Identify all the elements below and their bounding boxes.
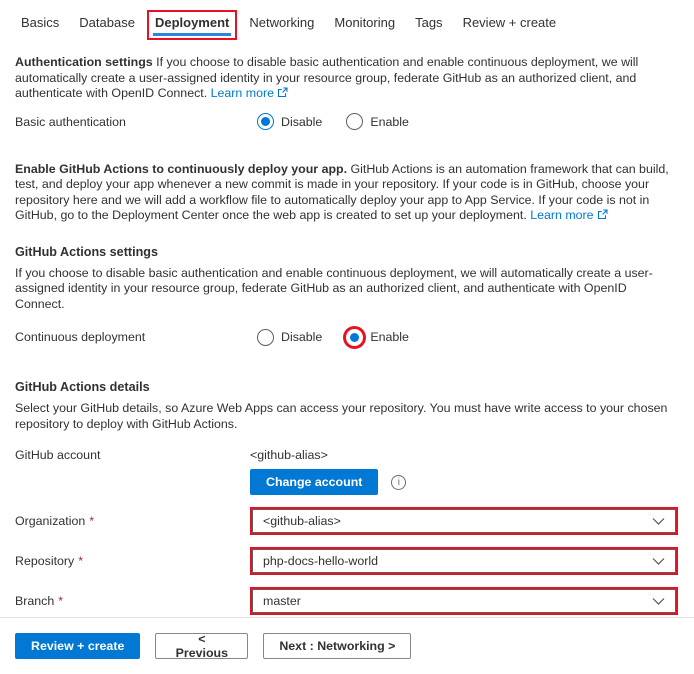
next-networking-button[interactable]: Next : Networking > [263,633,411,659]
branch-dropdown-value: master [263,594,301,608]
continuous-deployment-enable-option[interactable] [346,329,409,346]
github-actions-details-body: Select your GitHub details, so Azure Web Apps can access your repository. You must have write access to your chosen repository to deploy with GitHub Actions. [15,401,668,431]
organization-label [15,514,250,528]
external-link-icon [597,209,608,220]
active-tab-underline [153,33,231,36]
branch-label-text: Branch [15,594,55,608]
github-actions-settings-heading: GitHub Actions settings [15,244,158,259]
annotation-highlight-branch [250,587,678,615]
basic-auth-radio-group [250,111,433,133]
organization-row [15,507,678,535]
chevron-down-icon [652,557,665,566]
github-actions-body: GitHub Actions is an automation framework that can build, test, and deploy your app whenever a new commit is made in your repository. If your code is in GitHub, choose your repository here and we will add a workflow file to automatically deploy your app to App Service. If your code is not in GitHub, go to the Deployment Center once the web app is created to set up your deployment. [15,161,669,222]
github-learn-more-link[interactable]: Learn more [530,208,594,222]
github-actions-lead: Enable GitHub Actions to continuously deploy your app. [15,161,348,176]
continuous-deployment-disable-option[interactable] [257,329,322,346]
radio-selected-icon [257,113,274,130]
tab-content [0,55,694,615]
basic-auth-enable-option[interactable] [346,113,409,130]
continuous-deployment-label: Continuous deployment [15,330,146,344]
organization-dropdown-value: <github-alias> [263,514,341,528]
required-asterisk: * [89,514,95,528]
external-link-icon [277,87,288,98]
continuous-deployment-row [15,326,678,348]
basic-authentication-label: Basic authentication [15,114,126,129]
tab-basics[interactable]: Basics [21,15,60,30]
auth-settings-lead: Authentication settings [15,55,153,69]
organization-dropdown[interactable] [252,509,676,533]
required-asterisk: * [58,594,64,608]
basic-auth-disable-option[interactable] [257,113,322,130]
basic-authentication-row [15,111,678,133]
tab-review-create[interactable]: Review + create [462,15,557,30]
chevron-down-icon [652,597,665,606]
auth-settings-body: If you choose to disable basic authentication and enable continuous deployment, we will automatically create a user-assigned identity in your resource group, federate GitHub as an authorized client, and authenticate with OpenID Connect. [15,55,639,100]
github-actions-details-heading: GitHub Actions details [15,380,150,394]
github-account-row [15,448,678,462]
radio-selected-icon-annotated [346,329,363,346]
repository-dropdown[interactable] [252,549,676,573]
review-create-button[interactable]: Review + create [15,633,140,659]
change-account-row [15,469,678,495]
tab-networking[interactable]: Networking [249,15,315,30]
radio-option-label: Disable [281,114,323,129]
chevron-down-icon [652,517,665,526]
branch-label [15,594,250,608]
auth-learn-more-link[interactable]: Learn more [210,86,274,100]
radio-option-label: Enable [370,114,409,129]
repository-dropdown-value: php-docs-hello-world [263,554,379,568]
tab-tags[interactable]: Tags [415,15,443,30]
radio-option-label: Disable [281,330,323,344]
annotation-highlight-repository [250,547,678,575]
github-account-value: <github-alias> [250,448,328,462]
branch-row [15,587,678,615]
repository-row [15,547,678,575]
repository-label [15,554,250,568]
tab-deployment-label: Deployment [154,15,230,30]
organization-label-text: Organization [15,514,86,528]
github-actions-settings-body: If you choose to disable basic authentication and enable continuous deployment, we will automatically create a user-assigned identity in your resource group, federate GitHub as an authorized client, and authenticate with OpenID Connect. [15,265,653,311]
github-account-label: GitHub account [15,448,101,462]
required-asterisk: * [78,554,84,568]
change-account-button[interactable]: Change account [250,469,378,495]
github-actions-paragraph [15,162,678,224]
wizard-tab-strip [0,0,694,42]
radio-option-label: Enable [370,330,409,344]
tab-monitoring[interactable]: Monitoring [334,15,396,30]
continuous-deployment-radio-group [250,326,433,348]
radio-unselected-icon [346,113,363,130]
repository-label-text: Repository [15,554,75,568]
previous-button[interactable]: < Previous [155,633,248,659]
branch-dropdown[interactable] [252,589,676,613]
info-icon[interactable]: i [391,475,406,490]
annotation-highlight-organization [250,507,678,535]
tab-deployment[interactable] [147,10,237,40]
auth-settings-paragraph [15,55,678,102]
wizard-footer [0,617,694,659]
radio-unselected-icon [257,329,274,346]
tab-database[interactable]: Database [79,15,135,30]
